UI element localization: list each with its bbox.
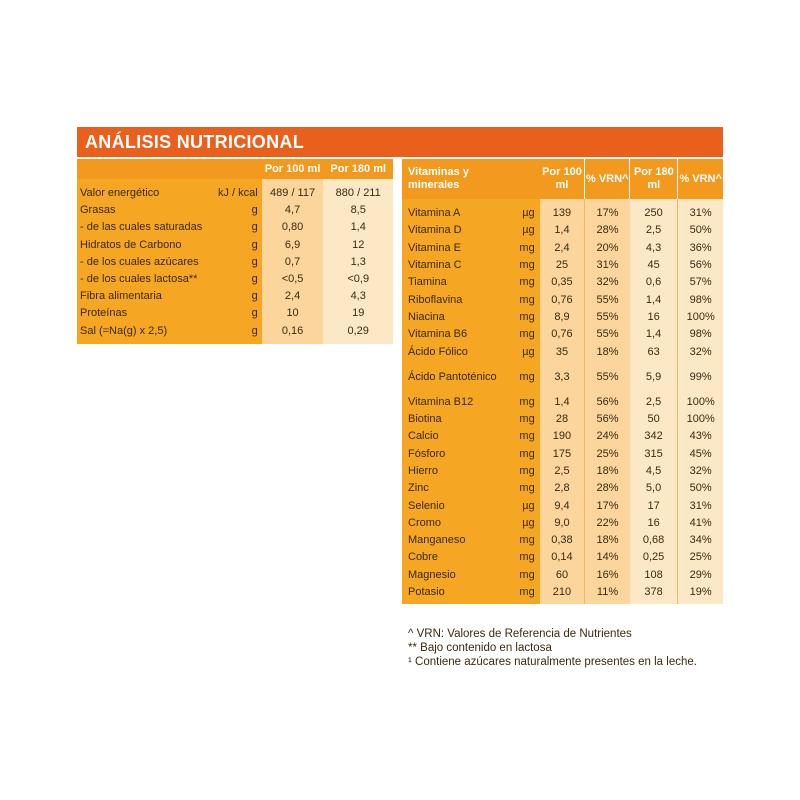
value-per-180ml: 12 <box>323 237 393 254</box>
table-row <box>77 237 393 254</box>
row-unit: g <box>214 237 262 254</box>
vrn-per-180ml: 100% <box>678 411 723 428</box>
value-per-100ml: 0,80 <box>262 219 324 236</box>
value-per-180ml: 45 <box>630 257 678 274</box>
nutrition-table <box>77 159 393 344</box>
value-per-100ml: 6,9 <box>262 237 324 254</box>
table-row <box>402 463 723 480</box>
row-name: Vitamina A <box>402 199 507 222</box>
value-per-100ml: 489 / 117 <box>262 179 324 202</box>
footnote-vrn: ^ VRN: Valores de Referencia de Nutrientes <box>408 628 632 640</box>
row-unit: g <box>214 323 262 344</box>
vrn-per-100ml: 55% <box>585 326 630 343</box>
table-row <box>402 446 723 463</box>
value-per-180ml: 4,3 <box>323 288 393 305</box>
table-row <box>402 428 723 445</box>
header-per-180ml: Por 180 ml <box>323 159 393 179</box>
row-unit: mg <box>507 394 539 411</box>
table-row <box>77 305 393 322</box>
row-unit: mg <box>507 549 539 566</box>
value-per-180ml: 342 <box>630 428 678 445</box>
vrn-per-100ml: 24% <box>585 428 630 445</box>
row-unit: mg <box>507 291 539 308</box>
vrn-per-180ml: 34% <box>678 532 723 549</box>
value-per-180ml: 1,4 <box>323 219 393 236</box>
row-unit: mg <box>507 480 539 497</box>
value-per-100ml: 2,4 <box>262 288 324 305</box>
table-row <box>402 257 723 274</box>
value-per-180ml: 5,0 <box>630 480 678 497</box>
table-row <box>77 179 393 202</box>
vrn-per-100ml: 55% <box>585 361 630 394</box>
row-unit: mg <box>507 532 539 549</box>
vrn-per-100ml: 18% <box>585 343 630 360</box>
table-row <box>402 480 723 497</box>
vrn-per-180ml: 56% <box>678 257 723 274</box>
value-per-100ml: 2,8 <box>540 480 585 497</box>
vitamins-table-body <box>402 199 723 604</box>
value-per-180ml: 16 <box>630 309 678 326</box>
row-name: Vitamina D <box>402 222 507 239</box>
row-unit: mg <box>507 326 539 343</box>
table-row <box>402 274 723 291</box>
header-unit <box>507 159 539 199</box>
value-per-180ml: 63 <box>630 343 678 360</box>
vrn-per-180ml: 41% <box>678 515 723 532</box>
title-banner <box>77 127 723 157</box>
row-unit: µg <box>507 343 539 360</box>
table-row <box>77 254 393 271</box>
vrn-per-100ml: 28% <box>585 222 630 239</box>
value-per-180ml: <0,9 <box>323 271 393 288</box>
row-unit: kJ / kcal <box>214 179 262 202</box>
table-header-row <box>77 159 393 179</box>
header-per-100ml: Por 100 ml <box>540 159 585 199</box>
row-unit: g <box>214 271 262 288</box>
value-per-100ml: 1,4 <box>540 394 585 411</box>
value-per-180ml: 8,5 <box>323 202 393 219</box>
table-row <box>402 361 723 394</box>
vrn-per-100ml: 18% <box>585 532 630 549</box>
vrn-per-100ml: 56% <box>585 394 630 411</box>
value-per-100ml: 190 <box>540 428 585 445</box>
row-unit: mg <box>507 257 539 274</box>
value-per-100ml: 0,35 <box>540 274 585 291</box>
value-per-100ml: 0,38 <box>540 532 585 549</box>
row-name: Hidratos de Carbono <box>77 237 214 254</box>
value-per-100ml: 10 <box>262 305 324 322</box>
row-name: Sal (=Na(g) x 2,5) <box>77 323 214 344</box>
row-name: Biotina <box>402 411 507 428</box>
vrn-per-100ml: 16% <box>585 567 630 584</box>
value-per-100ml: 0,7 <box>262 254 324 271</box>
table-row <box>77 288 393 305</box>
vitamins-minerals-table <box>402 159 723 604</box>
value-per-100ml: 25 <box>540 257 585 274</box>
value-per-100ml: 0,16 <box>262 323 324 344</box>
value-per-100ml: 2,4 <box>540 240 585 257</box>
header-name <box>77 159 214 179</box>
vrn-per-180ml: 100% <box>678 309 723 326</box>
vrn-per-100ml: 32% <box>585 274 630 291</box>
value-per-180ml: 19 <box>323 305 393 322</box>
value-per-100ml: 8,9 <box>540 309 585 326</box>
vrn-per-100ml: 55% <box>585 291 630 308</box>
value-per-100ml: 0,76 <box>540 326 585 343</box>
row-name: Vitamina C <box>402 257 507 274</box>
value-per-100ml: <0,5 <box>262 271 324 288</box>
row-name: Niacina <box>402 309 507 326</box>
value-per-180ml: 0,25 <box>630 549 678 566</box>
row-name: - de los cuales lactosa** <box>77 271 214 288</box>
row-name: Selenio <box>402 497 507 514</box>
value-per-180ml: 0,29 <box>323 323 393 344</box>
vrn-per-180ml: 98% <box>678 291 723 308</box>
table-header-row <box>402 159 723 199</box>
value-per-180ml: 4,5 <box>630 463 678 480</box>
row-name: Cromo <box>402 515 507 532</box>
vrn-per-100ml: 28% <box>585 480 630 497</box>
value-per-100ml: 9,4 <box>540 497 585 514</box>
row-unit: mg <box>507 463 539 480</box>
value-per-180ml: 0,6 <box>630 274 678 291</box>
vrn-per-100ml: 17% <box>585 497 630 514</box>
header-per-100ml: Por 100 ml <box>262 159 324 179</box>
header-vrn-100: % VRN^ <box>585 159 630 199</box>
value-per-100ml: 35 <box>540 343 585 360</box>
row-name: Proteínas <box>77 305 214 322</box>
vrn-per-180ml: 45% <box>678 446 723 463</box>
value-per-180ml: 315 <box>630 446 678 463</box>
value-per-180ml: 0,68 <box>630 532 678 549</box>
vrn-per-100ml: 14% <box>585 549 630 566</box>
value-per-100ml: 0,76 <box>540 291 585 308</box>
value-per-100ml: 28 <box>540 411 585 428</box>
row-unit: mg <box>507 411 539 428</box>
value-per-180ml: 108 <box>630 567 678 584</box>
table-row <box>402 240 723 257</box>
vrn-per-100ml: 11% <box>585 584 630 604</box>
vrn-per-100ml: 18% <box>585 463 630 480</box>
vrn-per-100ml: 55% <box>585 309 630 326</box>
value-per-100ml: 0,14 <box>540 549 585 566</box>
vrn-per-180ml: 50% <box>678 480 723 497</box>
vrn-per-180ml: 32% <box>678 343 723 360</box>
nutrition-table-body <box>77 179 393 344</box>
row-unit: mg <box>507 274 539 291</box>
table-row <box>402 411 723 428</box>
value-per-180ml: 1,4 <box>630 291 678 308</box>
row-name: Fibra alimentaria <box>77 288 214 305</box>
row-unit: mg <box>507 240 539 257</box>
vrn-per-180ml: 50% <box>678 222 723 239</box>
vrn-per-180ml: 19% <box>678 584 723 604</box>
value-per-100ml: 4,7 <box>262 202 324 219</box>
table-row <box>77 202 393 219</box>
vrn-per-100ml: 20% <box>585 240 630 257</box>
value-per-180ml: 378 <box>630 584 678 604</box>
row-unit: g <box>214 305 262 322</box>
value-per-100ml: 139 <box>540 199 585 222</box>
vrn-per-100ml: 31% <box>585 257 630 274</box>
footnote-lactose: ** Bajo contenido en lactosa <box>408 642 552 654</box>
vrn-per-100ml: 17% <box>585 199 630 222</box>
row-name: Hierro <box>402 463 507 480</box>
row-unit: mg <box>507 567 539 584</box>
value-per-180ml: 880 / 211 <box>323 179 393 202</box>
header-unit <box>214 159 262 179</box>
vrn-per-100ml: 22% <box>585 515 630 532</box>
table-row <box>402 309 723 326</box>
value-per-180ml: 250 <box>630 199 678 222</box>
row-name: - de las cuales saturadas <box>77 219 214 236</box>
row-name: Tiamina <box>402 274 507 291</box>
header-vrn-180: % VRN^ <box>678 159 723 199</box>
row-name: Zinc <box>402 480 507 497</box>
table-row <box>402 343 723 360</box>
vrn-per-180ml: 31% <box>678 199 723 222</box>
row-unit: mg <box>507 428 539 445</box>
footnote-sugars: ¹ Contiene azúcares naturalmente presentes en la leche. <box>408 656 697 668</box>
row-name: Manganeso <box>402 532 507 549</box>
vrn-per-180ml: 25% <box>678 549 723 566</box>
value-per-180ml: 17 <box>630 497 678 514</box>
row-unit: mg <box>507 584 539 604</box>
row-unit: µg <box>507 222 539 239</box>
value-per-100ml: 9,0 <box>540 515 585 532</box>
vrn-per-180ml: 32% <box>678 463 723 480</box>
value-per-100ml: 60 <box>540 567 585 584</box>
row-name: Vitamina B6 <box>402 326 507 343</box>
row-unit: g <box>214 254 262 271</box>
value-per-100ml: 3,3 <box>540 361 585 394</box>
row-unit: µg <box>507 497 539 514</box>
table-row <box>402 222 723 239</box>
table-row <box>402 584 723 604</box>
row-name: Riboflavina <box>402 291 507 308</box>
header-per-180ml: Por 180 ml <box>630 159 678 199</box>
table-row <box>402 567 723 584</box>
table-row <box>402 326 723 343</box>
table-row <box>402 532 723 549</box>
value-per-180ml: 16 <box>630 515 678 532</box>
table-row <box>402 199 723 222</box>
vrn-per-180ml: 29% <box>678 567 723 584</box>
page-title: ANÁLISIS NUTRICIONAL <box>85 132 304 152</box>
vrn-per-100ml: 25% <box>585 446 630 463</box>
row-unit: µg <box>507 199 539 222</box>
value-per-100ml: 1,4 <box>540 222 585 239</box>
table-row <box>77 271 393 288</box>
value-per-180ml: 2,5 <box>630 222 678 239</box>
row-name: Magnesio <box>402 567 507 584</box>
row-name: Valor energético <box>77 179 214 202</box>
vrn-per-180ml: 43% <box>678 428 723 445</box>
row-name: - de los cuales azúcares <box>77 254 214 271</box>
value-per-180ml: 50 <box>630 411 678 428</box>
table-row <box>77 219 393 236</box>
value-per-180ml: 5,9 <box>630 361 678 394</box>
value-per-100ml: 175 <box>540 446 585 463</box>
row-name: Vitamina B12 <box>402 394 507 411</box>
value-per-180ml: 2,5 <box>630 394 678 411</box>
row-unit: g <box>214 219 262 236</box>
vrn-per-180ml: 36% <box>678 240 723 257</box>
row-unit: mg <box>507 361 539 394</box>
table-row <box>402 394 723 411</box>
value-per-100ml: 2,5 <box>540 463 585 480</box>
row-name: Ácido Pantoténico <box>402 361 507 394</box>
vrn-per-180ml: 57% <box>678 274 723 291</box>
row-name: Ácido Fólico <box>402 343 507 360</box>
row-name: Grasas <box>77 202 214 219</box>
table-row <box>402 549 723 566</box>
table-row <box>77 323 393 344</box>
value-per-180ml: 1,4 <box>630 326 678 343</box>
row-name: Cobre <box>402 549 507 566</box>
row-name: Calcio <box>402 428 507 445</box>
row-name: Fósforo <box>402 446 507 463</box>
row-name: Vitamina E <box>402 240 507 257</box>
vrn-per-180ml: 99% <box>678 361 723 394</box>
vrn-per-100ml: 56% <box>585 411 630 428</box>
vrn-per-180ml: 31% <box>678 497 723 514</box>
value-per-180ml: 1,3 <box>323 254 393 271</box>
value-per-100ml: 210 <box>540 584 585 604</box>
table-row <box>402 291 723 308</box>
row-unit: mg <box>507 309 539 326</box>
row-name: Potasio <box>402 584 507 604</box>
header-vitamins-minerals: Vitaminas y minerales <box>402 159 507 199</box>
vrn-per-180ml: 100% <box>678 394 723 411</box>
table-row <box>402 497 723 514</box>
table-row <box>402 515 723 532</box>
row-unit: mg <box>507 446 539 463</box>
row-unit: g <box>214 202 262 219</box>
footnotes <box>408 627 697 669</box>
value-per-180ml: 4,3 <box>630 240 678 257</box>
row-unit: g <box>214 288 262 305</box>
vrn-per-180ml: 98% <box>678 326 723 343</box>
row-unit: µg <box>507 515 539 532</box>
